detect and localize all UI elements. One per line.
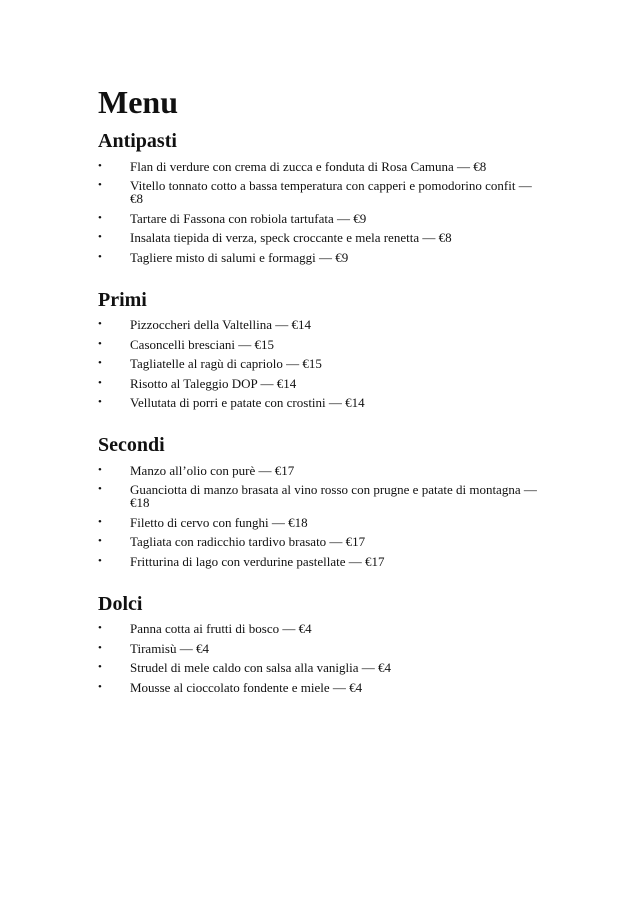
menu-item xyxy=(98,535,538,548)
menu-item xyxy=(98,642,538,655)
menu-item-text: Tiramisù — €4 xyxy=(130,640,209,656)
menu-item-text: Casoncelli bresciani — €15 xyxy=(130,336,275,352)
bullet-icon: • xyxy=(98,535,102,547)
menu-item-list xyxy=(98,160,538,264)
menu-item xyxy=(98,483,538,509)
bullet-icon: • xyxy=(98,396,102,408)
menu-item-text: Guanciotta di manzo brasata al vino rosso con prugne e patate di montagna — €18 xyxy=(130,482,537,510)
section-heading: Antipasti xyxy=(98,130,177,152)
menu-item-list xyxy=(98,318,538,409)
menu-item xyxy=(98,179,538,205)
menu-item-list xyxy=(98,622,538,694)
menu-item xyxy=(98,251,538,264)
menu-item xyxy=(98,555,538,568)
bullet-icon: • xyxy=(98,661,102,673)
menu-item xyxy=(98,516,538,529)
menu-item-text: Tagliere misto di salumi e formaggi — €9 xyxy=(130,249,349,265)
bullet-icon: • xyxy=(98,463,102,476)
menu-item xyxy=(98,681,538,694)
bullet-icon: • xyxy=(98,622,102,634)
menu-item-text: Tagliatelle al ragù di capriolo — €15 xyxy=(130,356,322,371)
bullet-icon: • xyxy=(98,337,102,350)
section-heading: Primi xyxy=(98,288,147,311)
menu-item-text: Vitello tonnato cotto a bassa temperatura con capperi e pomodorino confit — €8 xyxy=(130,178,532,206)
menu-item-text: Tartare di Fassona con robiola tartufata — €9 xyxy=(130,210,367,226)
menu-item xyxy=(98,160,538,173)
section-heading: Dolci xyxy=(98,592,143,615)
bullet-icon: • xyxy=(98,554,102,567)
menu-item-text: Risotto al Taleggio DOP — €14 xyxy=(130,375,297,391)
menu-item-text: Panna cotta ai frutti di bosco — €4 xyxy=(130,621,312,636)
bullet-icon: • xyxy=(98,357,102,369)
bullet-icon: • xyxy=(98,231,102,243)
bullet-icon: • xyxy=(98,515,102,528)
menu-item xyxy=(98,338,538,351)
menu-item xyxy=(98,318,538,331)
menu-item-text: Insalata tiepida di verza, speck croccante e mela renetta — €8 xyxy=(130,230,452,245)
menu-section-primi xyxy=(98,288,538,410)
menu-item xyxy=(98,357,538,370)
section-heading: Secondi xyxy=(98,434,165,456)
menu-item xyxy=(98,212,538,225)
menu-item xyxy=(98,661,538,674)
bullet-icon: • xyxy=(98,159,102,172)
menu-item xyxy=(98,464,538,477)
bullet-icon: • xyxy=(98,376,102,389)
bullet-icon: • xyxy=(98,250,102,263)
menu-item-text: Fritturina di lago con verdurine pastellate — €17 xyxy=(130,553,385,569)
bullet-icon: • xyxy=(98,211,102,224)
menu-item-text: Filetto di cervo con funghi — €18 xyxy=(130,514,308,530)
menu-section-secondi xyxy=(98,433,538,568)
menu-item-text: Vellutata di porri e patate con crostini — €14 xyxy=(130,395,365,410)
menu-item xyxy=(98,231,538,244)
bullet-icon: • xyxy=(98,483,102,495)
menu-item-text: Pizzoccheri della Valtellina — €14 xyxy=(130,317,311,332)
menu-item-list xyxy=(98,464,538,568)
menu-sections xyxy=(98,129,538,694)
menu-section-antipasti xyxy=(98,129,538,264)
menu-document xyxy=(98,84,538,718)
page-title: Menu xyxy=(98,84,178,120)
menu-section-dolci xyxy=(98,592,538,694)
menu-item-text: Tagliata con radicchio tardivo brasato — €17 xyxy=(130,534,366,549)
menu-item xyxy=(98,622,538,635)
bullet-icon: • xyxy=(98,680,102,693)
menu-item-text: Flan di verdure con crema di zucca e fonduta di Rosa Camuna — €8 xyxy=(130,158,487,174)
bullet-icon: • xyxy=(98,641,102,654)
bullet-icon: • xyxy=(98,179,102,191)
menu-item-text: Mousse al cioccolato fondente e miele — €4 xyxy=(130,679,363,695)
menu-item xyxy=(98,377,538,390)
menu-item xyxy=(98,396,538,409)
menu-item-text: Strudel di mele caldo con salsa alla vaniglia — €4 xyxy=(130,660,392,675)
menu-item-text: Manzo all’olio con purè — €17 xyxy=(130,462,295,478)
bullet-icon: • xyxy=(98,318,102,330)
